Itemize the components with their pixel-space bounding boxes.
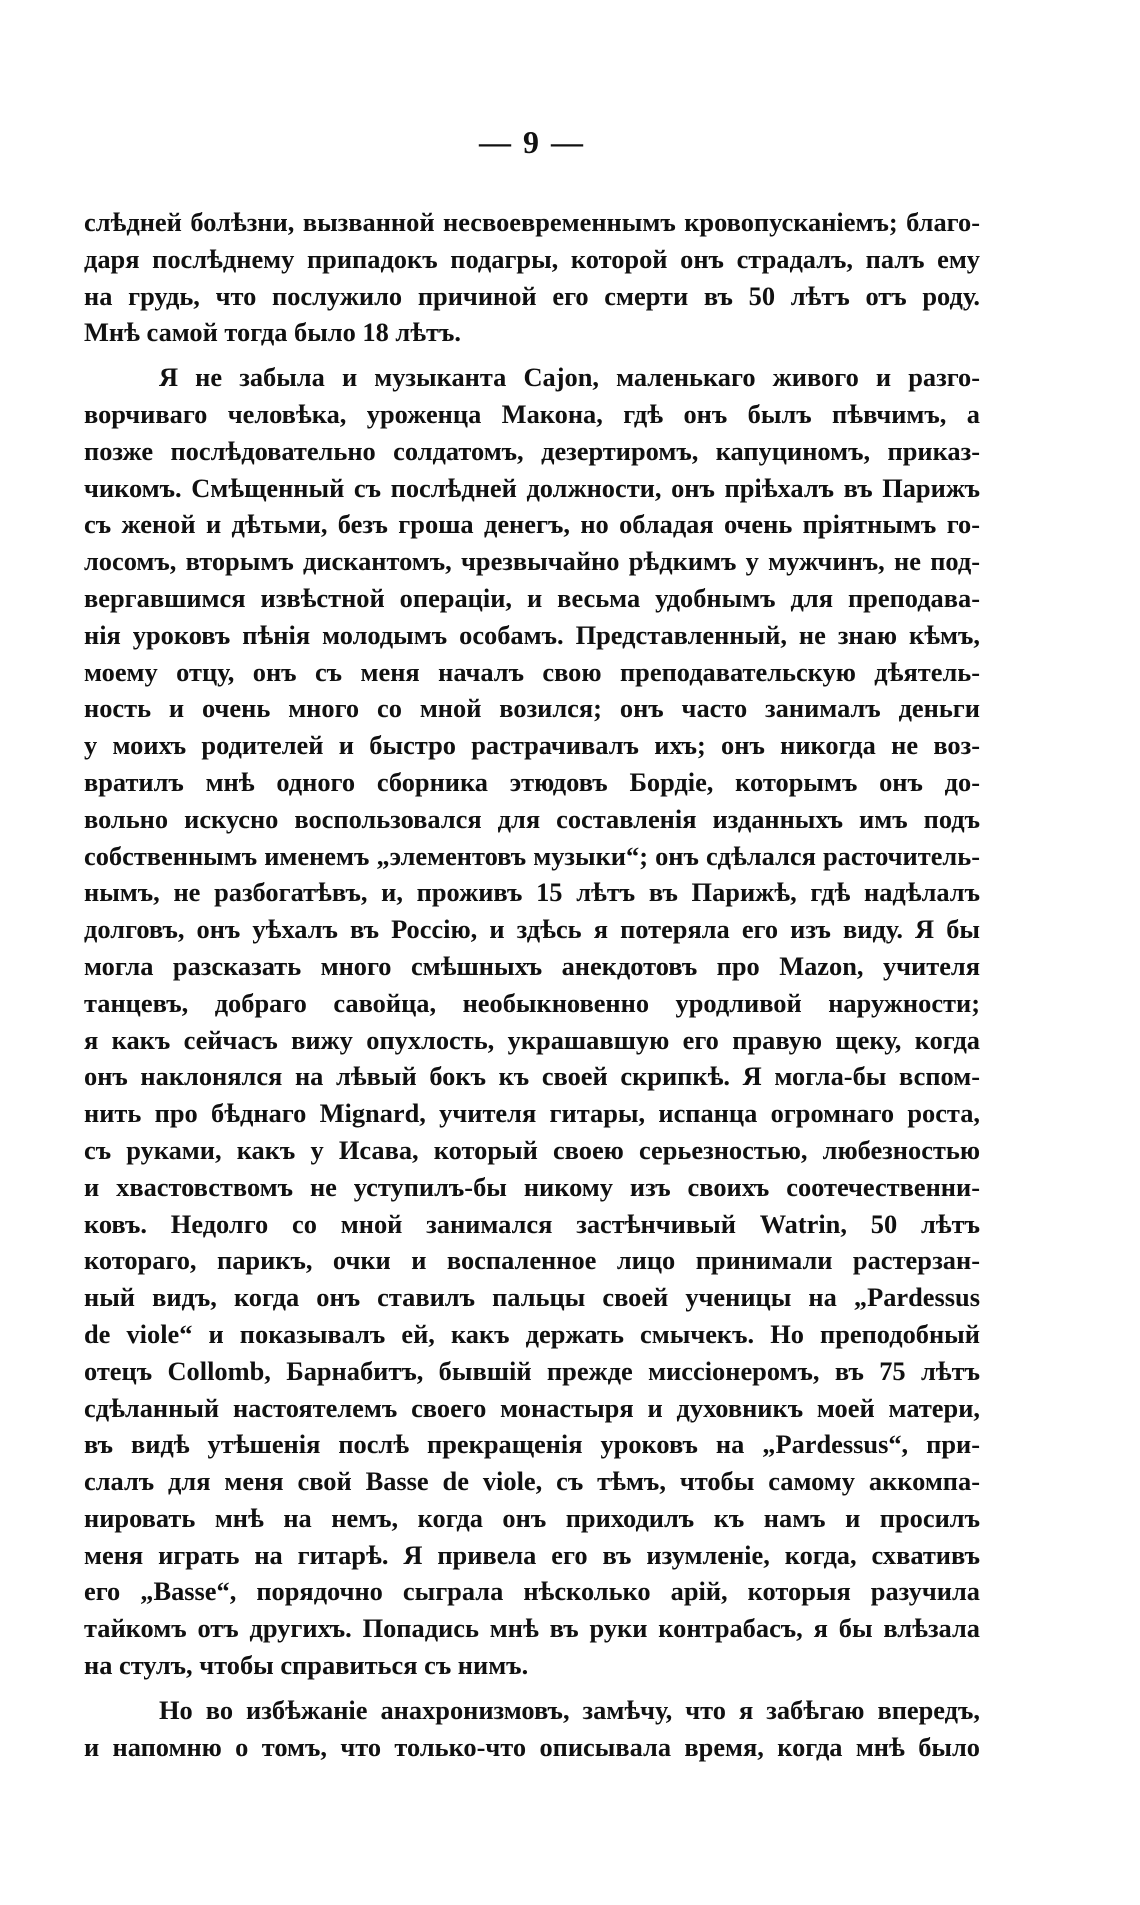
- body-text: [84, 204, 980, 1765]
- text-line: съ руками, какъ у Исава, который своею серьезностью, любезностью: [84, 1134, 980, 1165]
- text-line: вратилъ мнѣ одного сборника этюдовъ Бордіе, которымъ онъ до-: [84, 766, 980, 797]
- text-line: чикомъ. Смѣщенный съ послѣдней должности, онъ пріѣхалъ въ Парижъ: [84, 472, 980, 503]
- text-line: Но во избѣжаніе анахронизмовъ, замѣчу, что я забѣгаю впередъ,: [159, 1694, 980, 1725]
- text-line: онъ наклонялся на лѣвый бокъ къ своей скрипкѣ. Я могла-бы вспом-: [84, 1061, 980, 1092]
- text-line: нить про бѣднаго Mignard, учителя гитары, испанца огромнаго роста,: [84, 1098, 980, 1129]
- text-line: ность и очень много со мной возился; онъ часто занималъ деньги: [84, 693, 980, 724]
- text-line: меня играть на гитарѣ. Я привела его въ изумленіе, когда, схвативъ: [84, 1539, 980, 1570]
- text-line: ковъ. Недолго со мной занимался застѣнчивый Watrin, 50 лѣтъ: [84, 1208, 980, 1239]
- text-line: даря послѣднему припадокъ подагры, которой онъ страдалъ, палъ ему: [84, 243, 980, 274]
- text-line: нія уроковъ пѣнія молодымъ особамъ. Представленный, не знаю кѣмъ,: [84, 619, 980, 650]
- text-line: на стулъ, чтобы справиться съ нимъ.: [84, 1650, 529, 1681]
- text-line: de viole“ и показывалъ ей, какъ держать смычекъ. Но преподобный: [84, 1318, 980, 1349]
- text-line: нировать мнѣ на немъ, когда онъ приходилъ къ намъ и просилъ: [84, 1502, 980, 1533]
- paragraph-1: [84, 204, 980, 351]
- text-line: моему отцу, онъ съ меня началъ свою преподавательскую дѣятель-: [84, 656, 980, 687]
- text-line: я какъ сейчасъ вижу опухлость, украшавшую его правую щеку, когда: [84, 1024, 980, 1055]
- text-line: нымъ, не разбогатѣвъ, и, проживъ 15 лѣтъ въ Парижѣ, гдѣ надѣлалъ: [84, 877, 980, 908]
- text-line: лосомъ, вторымъ дискантомъ, чрезвычайно рѣдкимъ у мужчинъ, не под-: [84, 546, 980, 577]
- text-line: ный видъ, когда онъ ставилъ пальцы своей ученицы на „Pardessus: [84, 1282, 980, 1313]
- text-line: Я не забыла и музыканта Cajon, маленькаго живого и разго-: [159, 362, 980, 393]
- text-line: отецъ Collomb, Барнабитъ, бывшій прежде миссіонеромъ, въ 75 лѣтъ: [84, 1355, 980, 1386]
- paragraph-3: [84, 1692, 980, 1766]
- text-line: на грудь, что послужило причиной его смерти въ 50 лѣтъ отъ роду.: [84, 280, 980, 311]
- paragraph-2: [84, 359, 980, 1684]
- text-line: вергавшимся извѣстной операціи, и весьма удобнымъ для преподава-: [84, 582, 980, 613]
- text-line: котораго, парикъ, очки и воспаленное лицо принимали растерзан-: [84, 1245, 980, 1276]
- text-line: танцевъ, добраго савойца, необыкновенно уродливой наружности;: [84, 987, 980, 1018]
- paragraph-gap: [84, 351, 980, 359]
- text-line: и напомню о томъ, что только-что описывала время, когда мнѣ было: [84, 1731, 980, 1762]
- text-line: слалъ для меня свой Basse de viole, съ тѣмъ, чтобы самому аккомпа-: [84, 1466, 980, 1497]
- text-line: сдѣланный настоятелемъ своего монастыря и духовникъ моей матери,: [84, 1392, 980, 1423]
- text-line: вольно искусно воспользовался для составленія изданныхъ имъ подъ: [84, 803, 980, 834]
- text-line: съ женой и дѣтьми, безъ гроша денегъ, но обладая очень пріятнымъ го-: [84, 509, 980, 540]
- text-line: и хвастовствомъ не уступилъ-бы никому изъ своихъ соотечественни-: [84, 1171, 980, 1202]
- text-line: его „Basse“, порядочно сыграла нѣсколько арій, которыя разучила: [84, 1576, 980, 1607]
- paragraph-gap: [84, 1684, 980, 1692]
- text-line: Мнѣ самой тогда было 18 лѣтъ.: [84, 317, 462, 348]
- text-line: долговъ, онъ уѣхалъ въ Россію, и здѣсь я потеряла его изъ виду. Я бы: [84, 914, 980, 945]
- text-line: въ видѣ утѣшенія послѣ прекращенія уроковъ на „Pardessus“, при-: [84, 1429, 980, 1460]
- text-line: могла разсказать много смѣшныхъ анекдотовъ про Mazon, учителя: [84, 950, 980, 981]
- page-number: — 9 —: [479, 124, 585, 160]
- text-line: ворчиваго человѣка, уроженца Макона, гдѣ онъ былъ пѣвчимъ, а: [84, 398, 980, 429]
- text-line: позже послѣдовательно солдатомъ, дезертиромъ, капуциномъ, приказ-: [84, 435, 980, 466]
- text-line: слѣдней болѣзни, вызванной несвоевременнымъ кровопусканіемъ; благо-: [84, 207, 980, 237]
- text-line: у моихъ родителей и быстро растрачивалъ ихъ; онъ никогда не воз-: [84, 730, 980, 761]
- text-line: тайкомъ отъ другихъ. Попадись мнѣ въ руки контрабасъ, я бы влѣзала: [84, 1613, 980, 1644]
- text-line: собственнымъ именемъ „элементовъ музыки“; онъ сдѣлался расточитель-: [84, 840, 980, 871]
